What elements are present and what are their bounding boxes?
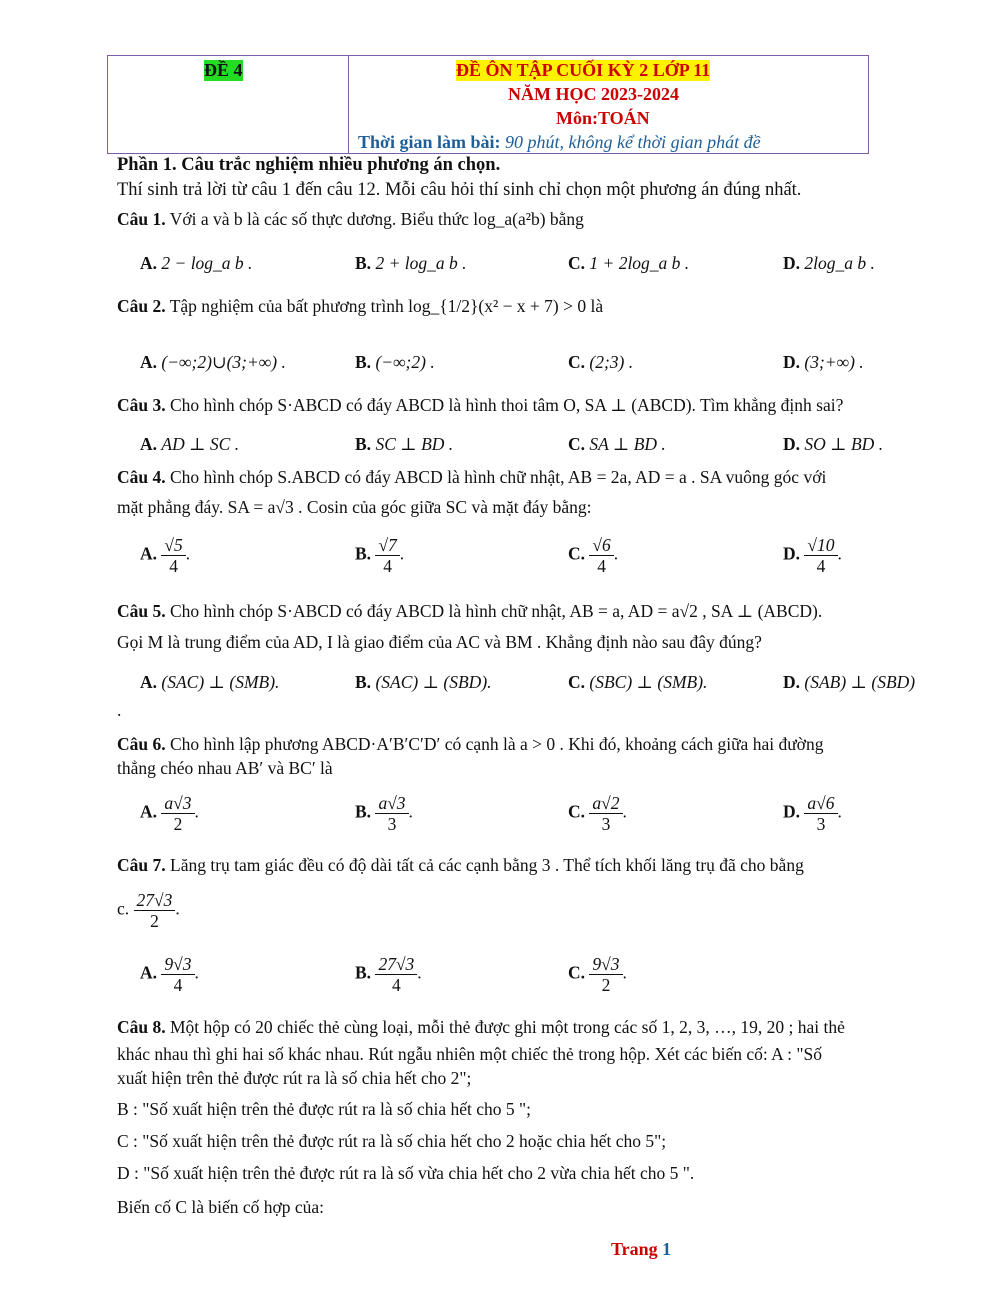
q7-option-c[interactable]: C. $\frac{9√3}{2}$ . [568, 954, 627, 996]
fraction: $\frac{9√3}{2}$ [589, 954, 622, 995]
fraction: $\frac{27√3}{2}$ [134, 890, 176, 931]
question-text: Lăng trụ tam giác đều có độ dài tất cả các cạnh bằng 3 . Thể tích khối lăng trụ đã cho bằng [170, 855, 804, 875]
option-label: B. [355, 434, 372, 454]
q7-option-a[interactable]: A. $\frac{9√3}{4}$ . [140, 954, 199, 996]
fraction: $\frac{a√3}{2}$ [161, 793, 194, 834]
option-text: (SBC) ⊥ (SMB). [589, 672, 708, 692]
option-text: SC ⊥ BD . [375, 434, 454, 454]
option-text: AD ⊥ SC . [161, 434, 240, 454]
q1-option-c[interactable] [568, 253, 689, 274]
time-label: Thời gian làm bài: [358, 132, 501, 152]
question-8-line6: D : "Số xuất hiện trên thẻ được rút ra là số vừa chia hết cho 2 vừa chia hết cho 5 ". [117, 1163, 695, 1183]
header-box [107, 55, 869, 154]
option-text: (SAC) ⊥ (SMB). [161, 672, 280, 692]
q1-option-b[interactable] [355, 253, 466, 274]
question-8-line3: xuất hiện trên thẻ được rút ra là số chia hết cho 2"; [117, 1068, 472, 1088]
q2-option-a[interactable] [140, 352, 286, 373]
subject: Môn:TOÁN [556, 108, 650, 128]
option-label: C. [568, 672, 586, 692]
q7-option-b[interactable]: B. $\frac{27√3}{4}$ . [355, 954, 422, 996]
option-text: 1 + 2log_a b . [589, 253, 690, 273]
option-label: B. [355, 801, 372, 822]
question-8-line5: C : "Số xuất hiện trên thẻ được rút ra là số chia hết cho 2 hoặc chia hết cho 5"; [117, 1131, 667, 1151]
option-label: B. [355, 672, 372, 692]
part1-instruction: Thí sinh trả lời từ câu 1 đến câu 12. Mỗi câu hỏi thí sinh chỉ chọn một phương án đúng nhất. [117, 180, 802, 200]
option-label: A. [140, 434, 158, 454]
q2-option-b[interactable] [355, 352, 435, 373]
question-label: Câu 1. [117, 209, 166, 229]
question-5-line2: Gọi M là trung điểm của AD, I là giao điểm của AC và BM . Khẳng định nào sau đây đúng? [117, 632, 762, 652]
fraction: $\frac{27√3}{4}$ [375, 954, 417, 995]
question-3 [117, 395, 843, 416]
question-8-line4: B : "Số xuất hiện trên thẻ được rút ra là số chia hết cho 5 "; [117, 1099, 532, 1119]
q5-option-b[interactable] [355, 672, 492, 693]
question-text: Với a và b là các số thực dương. Biểu thức log_a(a²b) bằng [169, 209, 584, 229]
q3-option-a[interactable] [140, 434, 239, 455]
part1-title: Phần 1. Câu trắc nghiệm nhiều phương án chọn. [117, 155, 501, 175]
option-text: (SAC) ⊥ (SBD). [375, 672, 492, 692]
q4-option-a[interactable]: A. $\frac{√5}{4}$ . [140, 535, 191, 577]
question-8-line7: Biến cố C là biến cố hợp của: [117, 1197, 325, 1217]
q7-extra-answer: c. $\frac{27√3}{2}$ . [117, 890, 180, 932]
option-label: A. [140, 962, 158, 983]
q5-option-a[interactable] [140, 672, 279, 693]
q6-option-b[interactable]: B. $\frac{a√3}{3}$ . [355, 793, 413, 835]
question-4 [117, 467, 826, 488]
question-text: Cho hình chóp S·ABCD có đáy ABCD là hình thoi tâm O, SA ⊥ (ABCD). Tìm khẳng định sai? [170, 395, 844, 415]
q4-option-d[interactable]: D. $\frac{√10}{4}$ . [783, 535, 842, 577]
question-label: Câu 4. [117, 467, 166, 487]
option-label: C. [568, 801, 586, 822]
option-text: (−∞;2)∪(3;+∞) . [161, 352, 286, 372]
school-year: NĂM HỌC 2023-2024 [508, 84, 679, 104]
fraction: $\frac{9√3}{4}$ [161, 954, 194, 995]
q6-option-a[interactable]: A. $\frac{a√3}{2}$ . [140, 793, 199, 835]
fraction: $\frac{√7}{4}$ [375, 535, 399, 576]
option-label: D. [783, 543, 801, 564]
option-text: (SAB) ⊥ (SBD) [804, 672, 916, 692]
option-text: SO ⊥ BD . [804, 434, 884, 454]
option-label: C. [568, 434, 586, 454]
question-7 [117, 855, 804, 876]
option-label: C. [568, 543, 586, 564]
question-2 [117, 296, 603, 317]
option-label: D. [783, 253, 801, 273]
option-text: 2 + log_a b . [375, 253, 467, 273]
option-label: C. [568, 352, 586, 372]
q5-option-c[interactable] [568, 672, 707, 693]
question-label: Câu 2. [117, 296, 166, 316]
extra-label: c. [117, 898, 130, 919]
q3-option-d[interactable] [783, 434, 883, 455]
q1-option-a[interactable] [140, 253, 252, 274]
question-1 [117, 209, 584, 230]
question-text: Cho hình chóp S.ABCD có đáy ABCD là hình chữ nhật, AB = 2a, AD = a . SA vuông góc với [170, 467, 827, 487]
question-text: Tập nghiệm của bất phương trình log_{1/2}(x² − x + 7) > 0 là [169, 296, 604, 316]
q5-option-d[interactable] [783, 672, 915, 693]
question-6-line2: thẳng chéo nhau AB′ và BC′ là [117, 758, 333, 778]
q6-option-c[interactable]: C. $\frac{a√2}{3}$ . [568, 793, 627, 835]
stray-dot: . [117, 700, 122, 720]
q4-option-c[interactable]: C. $\frac{√6}{4}$ . [568, 535, 619, 577]
option-label: B. [355, 253, 372, 273]
option-text: 2 − log_a b . [161, 253, 253, 273]
option-text: (3;+∞) . [804, 352, 864, 372]
q1-option-d[interactable] [783, 253, 875, 274]
option-label: B. [355, 543, 372, 564]
option-label: D. [783, 352, 801, 372]
q3-option-c[interactable] [568, 434, 666, 455]
option-text: SA ⊥ BD . [589, 434, 666, 454]
page-label: Trang [611, 1239, 658, 1259]
time-line [358, 132, 761, 153]
option-label: A. [140, 801, 158, 822]
fraction: $\frac{√5}{4}$ [161, 535, 185, 576]
header-divider [348, 56, 349, 153]
q3-option-b[interactable] [355, 434, 453, 455]
question-text: Một hộp có 20 chiếc thẻ cùng loại, mỗi thẻ được ghi một trong các số 1, 2, 3, …, 19, 20 ; hai thẻ [170, 1017, 845, 1037]
option-label: D. [783, 801, 801, 822]
time-value: 90 phút, không kể thời gian phát đề [505, 132, 761, 152]
option-text: (2;3) . [589, 352, 634, 372]
option-label: A. [140, 352, 158, 372]
exam-title: ĐỀ ÔN TẬP CUỐI KỲ 2 LỚP 11 [456, 60, 711, 80]
question-text: Cho hình chóp S·ABCD có đáy ABCD là hình chữ nhật, AB = a, AD = a√2 , SA ⊥ (ABCD). [170, 601, 823, 621]
fraction: $\frac{√6}{4}$ [589, 535, 613, 576]
question-label: Câu 7. [117, 855, 166, 875]
fraction: $\frac{a√6}{3}$ [804, 793, 837, 834]
q4-option-b[interactable]: B. $\frac{√7}{4}$ . [355, 535, 405, 577]
question-5 [117, 601, 822, 622]
option-label: C. [568, 962, 586, 983]
question-label: Câu 8. [117, 1017, 166, 1037]
question-label: Câu 5. [117, 601, 166, 621]
question-label: Câu 3. [117, 395, 166, 415]
q6-option-d[interactable]: D. $\frac{a√6}{3}$ . [783, 793, 842, 835]
fraction: $\frac{√10}{4}$ [804, 535, 837, 576]
option-label: B. [355, 962, 372, 983]
question-8-line2: khác nhau thì ghi hai số khác nhau. Rút ngẫu nhiên một chiếc thẻ trong hộp. Xét các biến cố: A : "Số [117, 1044, 823, 1064]
option-text: (−∞;2) . [375, 352, 435, 372]
fraction: $\frac{a√3}{3}$ [375, 793, 408, 834]
option-label: C. [568, 253, 586, 273]
option-label: B. [355, 352, 372, 372]
option-label: A. [140, 253, 158, 273]
question-text: Cho hình lập phương ABCD·A′B′C′D′ có cạnh là a > 0 . Khi đó, khoảng cách giữa hai đường [170, 734, 824, 754]
option-label: D. [783, 434, 801, 454]
q2-option-d[interactable] [783, 352, 864, 373]
option-label: A. [140, 672, 158, 692]
exam-code: ĐỀ 4 [204, 60, 243, 80]
page-footer [611, 1239, 671, 1260]
page-number: 1 [662, 1239, 672, 1259]
fraction: $\frac{a√2}{3}$ [589, 793, 622, 834]
question-4-line2: mặt phẳng đáy. SA = a√3 . Cosin của góc giữa SC và mặt đáy bằng: [117, 497, 592, 517]
question-label: Câu 6. [117, 734, 166, 754]
q2-option-c[interactable] [568, 352, 633, 373]
option-label: A. [140, 543, 158, 564]
question-6 [117, 734, 823, 755]
option-text: 2log_a b . [804, 253, 875, 273]
option-label: D. [783, 672, 801, 692]
question-8 [117, 1017, 845, 1038]
